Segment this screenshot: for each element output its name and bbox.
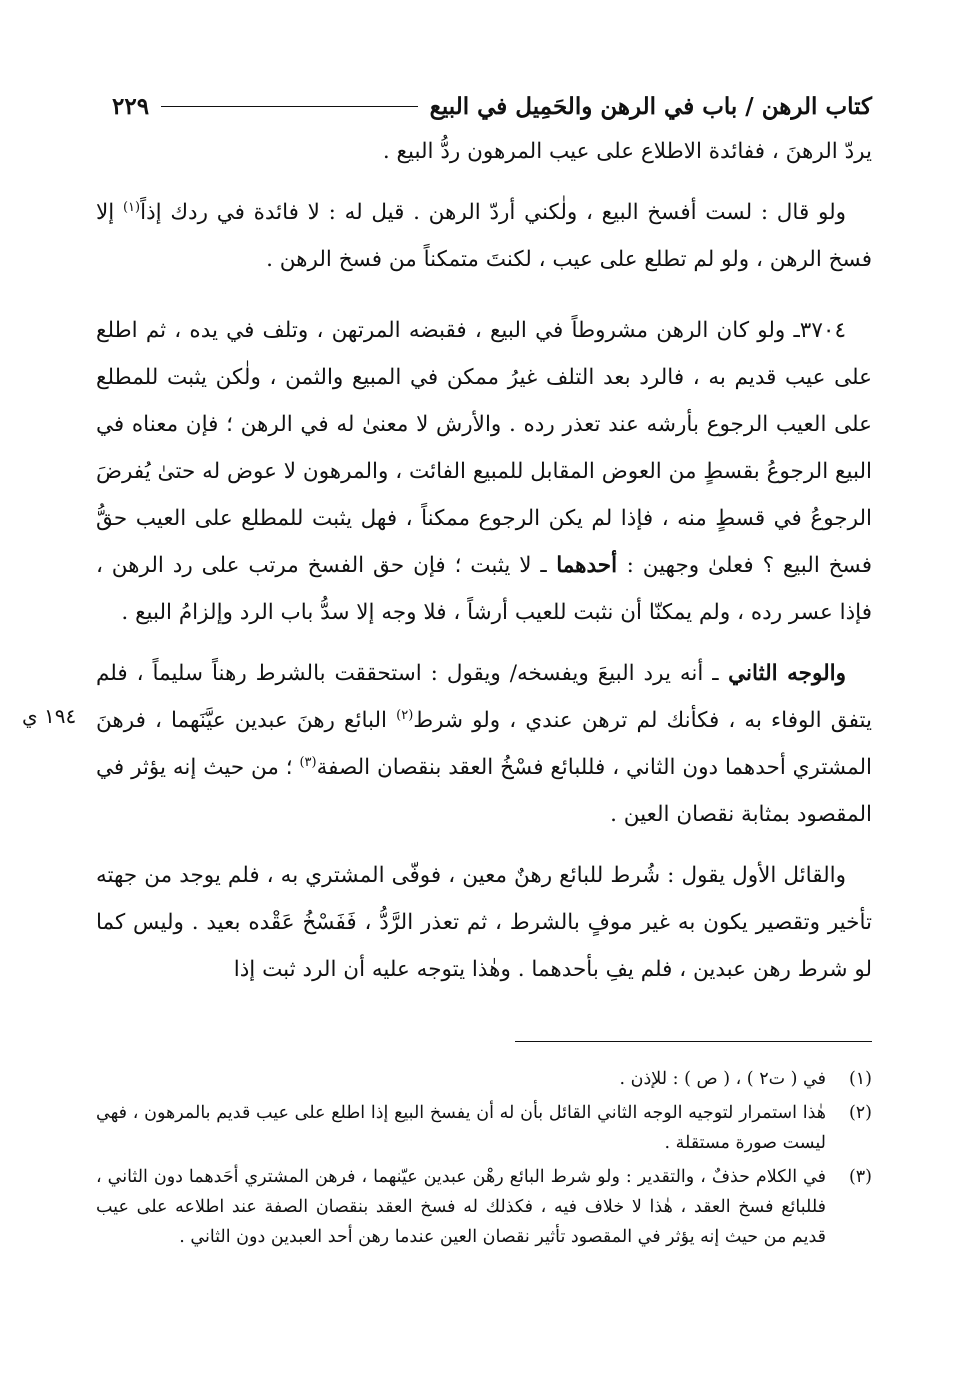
footnote-number: (٣) [848, 1167, 872, 1187]
paragraph-text: البائع رهنَ عبدين عيَّنَهما ، فرهنَ المشتري أحدهما دون الثاني ، فللبائع فسْخُ العقد بنقصان الصفة [96, 708, 872, 780]
footnote-separator [515, 1041, 872, 1042]
footnote [96, 1162, 872, 1252]
paragraph-text: ولو قال : لست أفسخ البيع ، ولٰكني أردّ الرهن . قيل له : لا فائدة في ردك إذاً [140, 200, 846, 225]
footnote-number: (١) [848, 1069, 872, 1089]
paragraph-text: والقائل الأول يقول : شُرط للبائع رهنٌ معين ، فوفّى المشتري به ، فلم يوجد من جهته تأخير وتقصير يكون به غير موفٍ بالشرط ، ثم تعذر الرَّدُّ ، فَفَسْخُ عَقْده بعيد . وليس كما لو شرط رهن عبدين ، فلم يفِ بأحدهما . وهٰذا يتوجه عليه أن الرد ثبت إذا [96, 863, 872, 982]
footnote-number: (٢) [848, 1103, 872, 1123]
footnote-ref[interactable]: (٢) [396, 707, 414, 723]
footnote-text: في الكلام حذفٌ ، والتقدير : ولو شرط البائع رهْن عبدين عيّنهما ، فرهن المشتري أحَدهما دون الثاني ، فللبائع فسخ العقد ، هٰذا لا خلاف فيه ، فكذلك له فسخ العقد بنقصان الصفة عند اطلاعه على عيب قديم من حيث إنه يؤثر في المقصود تأثير نقصان العين عندما رهن أحد العبدين دون الثاني . [96, 1167, 826, 1247]
footnote-text: في ( ت٢ ) ، ( ص ) : للإذن . [619, 1069, 826, 1089]
running-header [112, 86, 872, 126]
paragraph-text: ـ أنه يرد البيعَ ويفسخه/ ويقول : استحققت بالشرط رهناً سليماً ، فلم يتفق الوفاء به ، فكأنك لم ترهن عندي ، ولو شرط [96, 661, 873, 733]
paragraph [96, 650, 872, 838]
footnotes [96, 1064, 872, 1256]
paragraph-text: ؛ من حيث إنه يؤثر في المقصود بمثابة نقصان العين . [96, 755, 872, 827]
paragraph-text: إلا فسخ الرهن ، ولو لم تطلع على عيب ، لكنتَ متمكناً من فسخ الرهن . [96, 200, 872, 272]
paragraph [96, 307, 872, 636]
footnote-text: هٰذا استمرار لتوجيه الوجه الثاني القائل بأن له أن يفسخ البيع إذا اطلع على عيب قديم بالمرهون ، فهي ليست صورة مستقلة . [96, 1103, 826, 1153]
page-number: ٢٢٩ [112, 92, 150, 120]
paragraph [96, 128, 872, 175]
paragraph-text: يردّ الرهنَ ، ففائدة الاطلاع على عيب المرهون ردُّ البيع . [382, 139, 872, 164]
bold-term: والوجه الثاني [718, 661, 846, 686]
paragraph [96, 189, 872, 283]
paragraph-text: ٣٧٠٤ـ ولو كان الرهن مشروطاً في البيع ، فقبضه المرتهن ، وتلف في يده ، ثم اطلع على عيب قديم به ، فالرد بعد التلف غيرُ ممكن في المبيع والثمن ، ولٰكن يثبت للمطلع على العيب الرجوع بأرشه عند تعذر رده . والأرش لا معنىٰ له في الرهن ؛ فإن معناه في البيع الرجوعُ بقسطٍ من العوض المقابل للمبيع الفائت ، والمرهون لا عوض له حتىٰ يُفرضَ الرجوعُ في قسطٍ منه ، فإذا لم يكن الرجوع ممكناً ، فهل يثبت للمطلع على العيب حقُّ فسخ البيع ؟ فعلىٰ وجهين : [96, 318, 873, 578]
footnote-ref[interactable]: (٣) [299, 754, 317, 770]
paragraph [96, 852, 872, 993]
footnote [96, 1098, 872, 1158]
main-text [96, 128, 872, 993]
footnote [96, 1064, 872, 1094]
paragraph-text: ـ لا يثبت ؛ فإن حق الفسخ مرتب على رد الرهن ، فإذا عسر رده ، ولم يمكنّا أن نثبت للعيب أرشاً ، فلا وجه إلا سدُّ باب الرد وإلزامُ البيع . [96, 553, 872, 625]
marginal-manuscript-reference: ١٩٤ ي [22, 704, 77, 728]
footnote-ref[interactable]: (١) [122, 199, 141, 215]
header-rule [161, 106, 418, 107]
bold-term: أحدهما [546, 553, 627, 578]
header-title: كتاب الرهن / باب في الرهن والحَمِيل في البيع [429, 92, 872, 120]
